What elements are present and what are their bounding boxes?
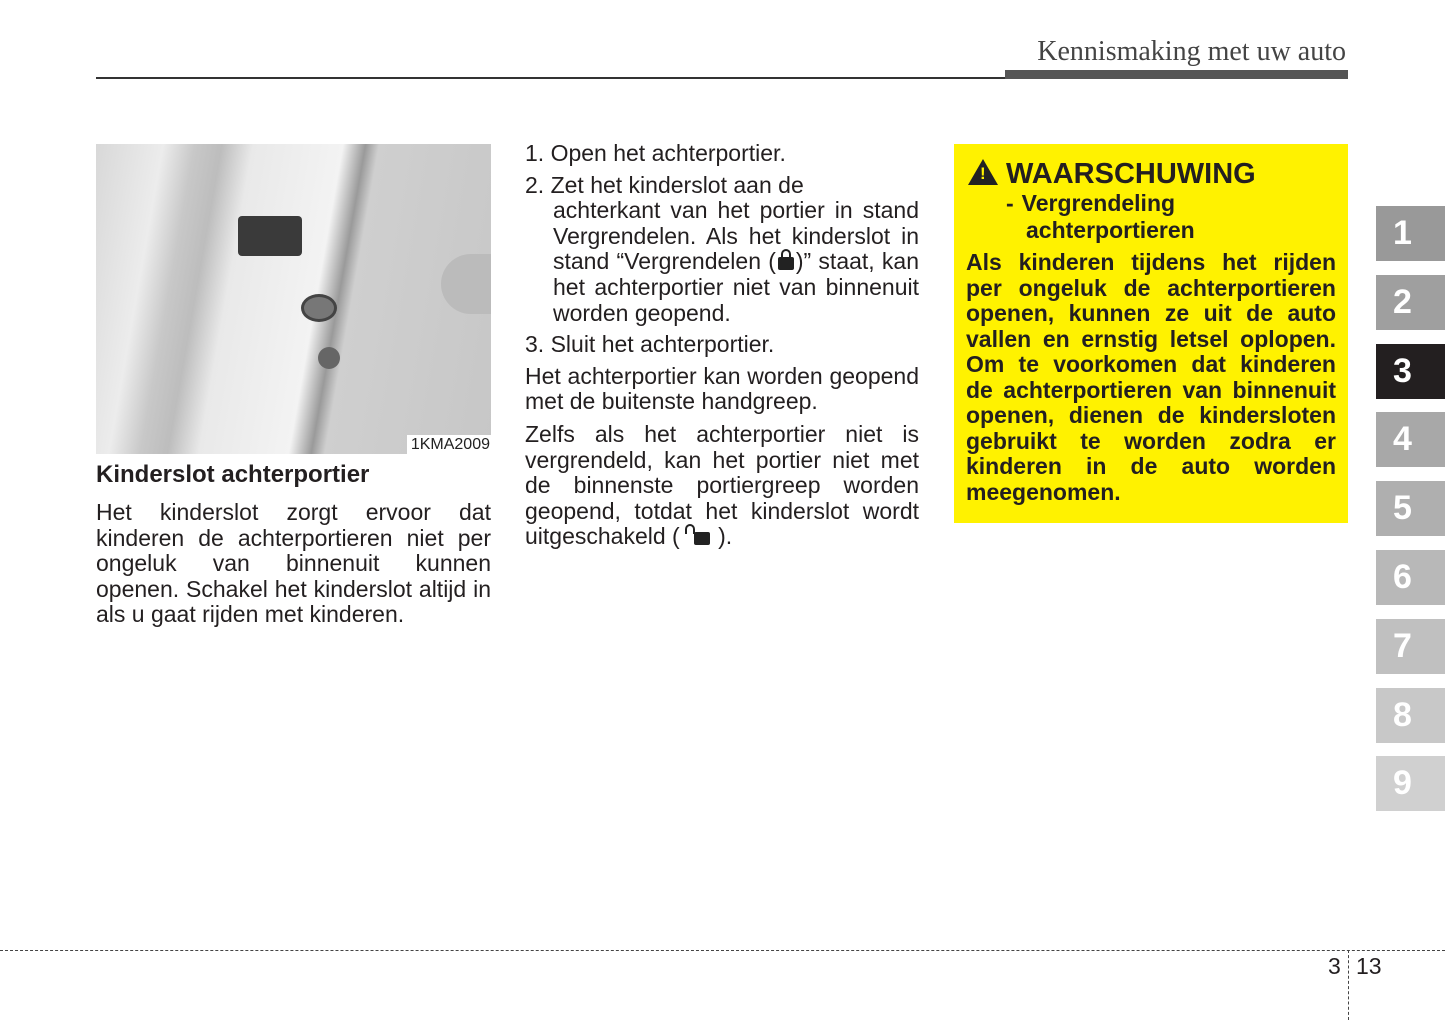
chapter-tab-2[interactable]: 2: [1376, 275, 1445, 330]
section-body: Het kinderslot zorgt ervoor dat kinderen de achterportieren niet per ongeluk van binnenuit kunnen openen. Schakel het kinderslot altijd in als u gaat rijden met kinderen.: [96, 499, 491, 628]
chapter-tab-3[interactable]: 3: [1376, 344, 1445, 399]
chapter-tab-5[interactable]: 5: [1376, 481, 1445, 536]
chapter-tab-1[interactable]: 1: [1376, 206, 1445, 261]
chapter-tab-6[interactable]: 6: [1376, 550, 1445, 605]
chapter-tab-4[interactable]: 4: [1376, 412, 1445, 467]
page-number: 13: [1356, 953, 1382, 979]
running-header: Kennismaking met uw auto: [1037, 36, 1346, 67]
lock-icon: [778, 257, 794, 270]
figure-code: 1KMA2009: [407, 435, 491, 454]
subtitle-dash: -: [1006, 190, 1014, 216]
warning-box: [954, 144, 1348, 523]
paragraph-outer-handle: Het achterportier kan worden geopend met de buitenste handgreep.: [525, 362, 919, 415]
door-latch: [238, 216, 302, 256]
header-bar: [1005, 70, 1348, 79]
chapter-tab-9[interactable]: 9: [1376, 756, 1445, 811]
subtitle-line-2: achterportieren: [1026, 217, 1195, 243]
child-lock-photo: [96, 144, 491, 454]
warning-icon: [968, 159, 998, 185]
door-trim: [441, 254, 491, 314]
footer-rule: [0, 950, 1445, 951]
step-1: 1. Open het achterportier.: [525, 140, 786, 166]
warning-subtitle: [1006, 190, 1195, 244]
chapter-tab-7[interactable]: 7: [1376, 619, 1445, 674]
chapter-tab-8[interactable]: 8: [1376, 688, 1445, 743]
step-2-text-b: )” staat, kan het achterportier niet van binnenuit worden geopend.: [553, 248, 919, 326]
child-lock-lever: [301, 294, 337, 322]
warning-title: WAARSCHUWING: [1006, 158, 1256, 190]
footer-divider: [1348, 950, 1349, 1020]
step-2-text-a: achterkant van het portier in stand Vergrendelen. Als het kinderslot in stand “Vergrendelen (: [553, 197, 919, 275]
paragraph-unlock: [525, 422, 919, 550]
step-2: [525, 173, 919, 327]
warning-body: Als kinderen tijdens het rijden per ongeluk de achterportieren openen, kunnen ze uit de auto vallen en ernstig letsel oplopen. Om te voorkomen dat kinderen de achterportieren van binnenuit openen, dienen de kindersloten gebruikt te worden zodra er kinderen in de auto worden meegenomen.: [966, 249, 1336, 505]
step-2-first: 2. Zet het kinderslot aan de: [525, 171, 804, 198]
section-title: Kinderslot achterportier: [96, 461, 370, 488]
para2-text-b: ).: [718, 523, 733, 550]
step-3: 3. Sluit het achterportier.: [525, 331, 775, 358]
unlock-icon: [694, 532, 710, 545]
door-bolt: [318, 347, 340, 369]
instructions: [525, 141, 919, 557]
header-rule: [96, 77, 1006, 79]
para2-text-a: Zelfs als het achterportier niet is vergrendeld, kan het portier niet met de binnenste portiergreep worden geopend, totdat het kinderslot wordt uitgeschakeld (: [525, 420, 919, 550]
subtitle-line-1: Vergrendeling: [1021, 190, 1176, 216]
chapter-number: 3: [1328, 953, 1341, 979]
